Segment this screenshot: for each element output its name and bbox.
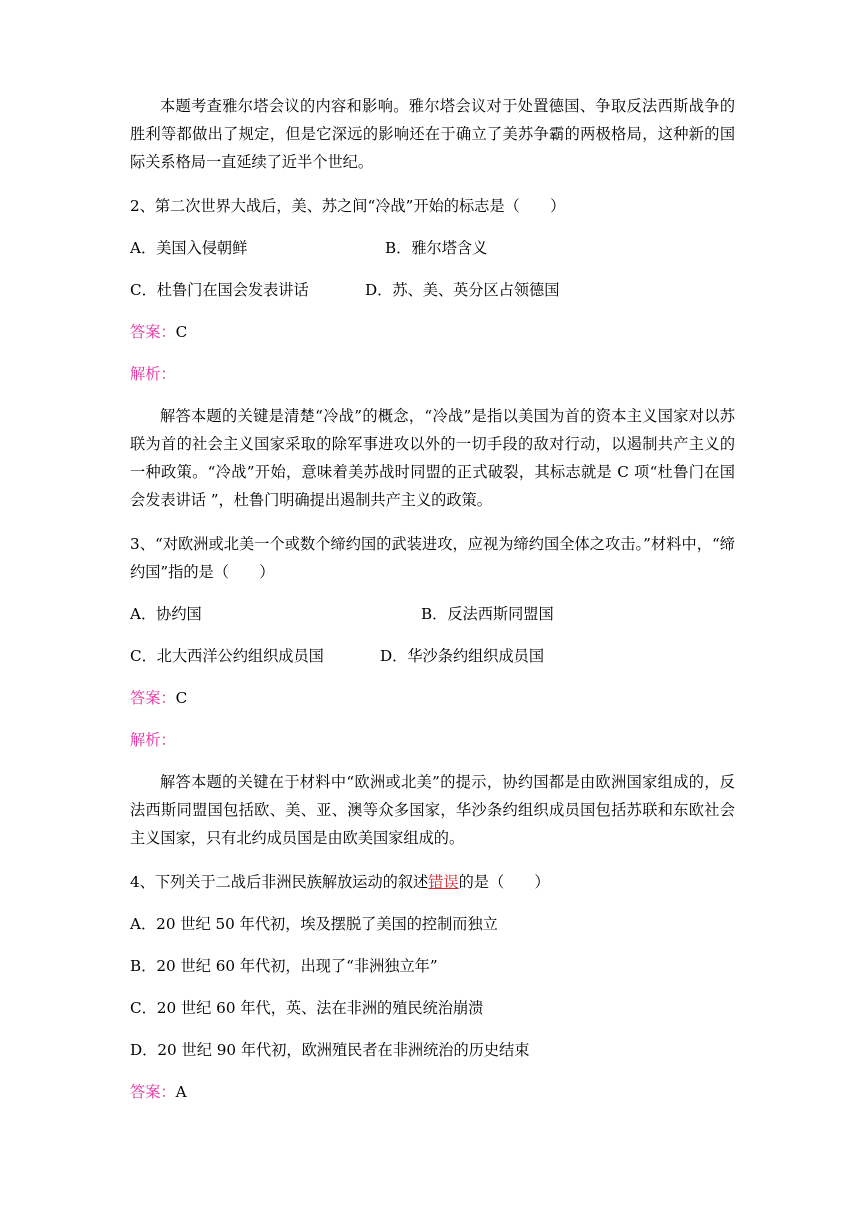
q3-option-c: C．北大西洋公约组织成员国 — [130, 647, 324, 665]
q3-stem: 3、“对欧洲或北美一个或数个缔约国的武装进攻，应视为缔约国全体之攻击。”材料中，“缔约国”指的是（ ） — [130, 535, 735, 581]
q2-option-c: C．杜鲁门在国会发表讲话 — [130, 281, 309, 299]
q4-stem — [130, 868, 735, 896]
q2-analysis-text: 解答本题的关键是清楚“冷战”的概念，“冷战”是指以美国为首的资本主义国家对以苏联为首的社会主义国家采取的除军事进攻以外的一切手段的敌对行动，以遏制共产主义的一种政策。“冷战”开始，意味着美苏战时同盟的正式破裂，其标志就是 C 项“杜鲁门在国会发表讲话 ”，杜鲁门明确提出遏制共产主义的政策。 — [130, 407, 735, 509]
q2-option-b: B．雅尔塔含义 — [385, 239, 488, 257]
q2-options-row-1 — [130, 234, 735, 262]
q2-answer-label: 答案： — [130, 323, 176, 341]
q2-stem: 2、第二次世界大战后，美、苏之间“冷战”开始的标志是（ ） — [130, 197, 566, 215]
intro-analysis-text: 本题考查雅尔塔会议的内容和影响。雅尔塔会议对于处置德国、争取反法西斯战争的胜利等都做出了规定，但是它深远的影响还在于确立了美苏争霸的两极格局，这种新的国际关系格局一直延续了近半个世纪。 — [130, 97, 735, 171]
document-page — [130, 92, 735, 1106]
q4-answer-value: A — [175, 1083, 187, 1101]
q2-answer-value: C — [175, 323, 188, 341]
q3-analysis-text: 解答本题的关键在于材料中“欧洲或北美”的提示，协约国都是由欧洲国家组成的，反法西斯同盟国包括欧、美、亚、澳等众多国家，华沙条约组织成员国包括苏联和东欧社会主义国家，只有北约成员国是由欧美国家组成的。 — [130, 773, 735, 847]
q3-answer — [130, 684, 735, 712]
q3-answer-value: C — [175, 689, 188, 707]
q2-option-d: D．苏、美、英分区占领德国 — [365, 281, 560, 299]
q3-options-row-1 — [130, 600, 735, 628]
q4-answer — [130, 1078, 735, 1106]
q4-answer-label: 答案： — [130, 1083, 176, 1101]
q4-stem-before: 4、下列关于二战后非洲民族解放运动的叙述 — [130, 873, 429, 891]
q2-answer — [130, 318, 735, 346]
q2-options-row-2 — [130, 276, 735, 304]
q3-option-d: D．华沙条约组织成员国 — [380, 647, 545, 665]
q2-option-a: A．美国入侵朝鲜 — [130, 239, 248, 257]
q3-options-row-2 — [130, 642, 735, 670]
q4-option-c: C．20 世纪 60 年代，英、法在非洲的殖民统治崩溃 — [130, 999, 484, 1017]
q4-stem-after: 的是（ ） — [458, 873, 550, 891]
q4-option-b: B．20 世纪 60 年代初，出现了“非洲独立年” — [130, 957, 438, 975]
q3-option-b: B．反法西斯同盟国 — [421, 605, 554, 623]
q4-option-d: D．20 世纪 90 年代初，欧洲殖民者在非洲统治的历史结束 — [130, 1041, 530, 1059]
q3-option-a: A．协约国 — [130, 605, 202, 623]
q3-analysis-label: 解析： — [130, 731, 176, 749]
q2-analysis-label: 解析： — [130, 365, 176, 383]
q3-answer-label: 答案： — [130, 689, 176, 707]
q4-option-a: A．20 世纪 50 年代初，埃及摆脱了美国的控制而独立 — [130, 915, 498, 933]
q4-stem-emphasis: 错误 — [428, 873, 459, 891]
